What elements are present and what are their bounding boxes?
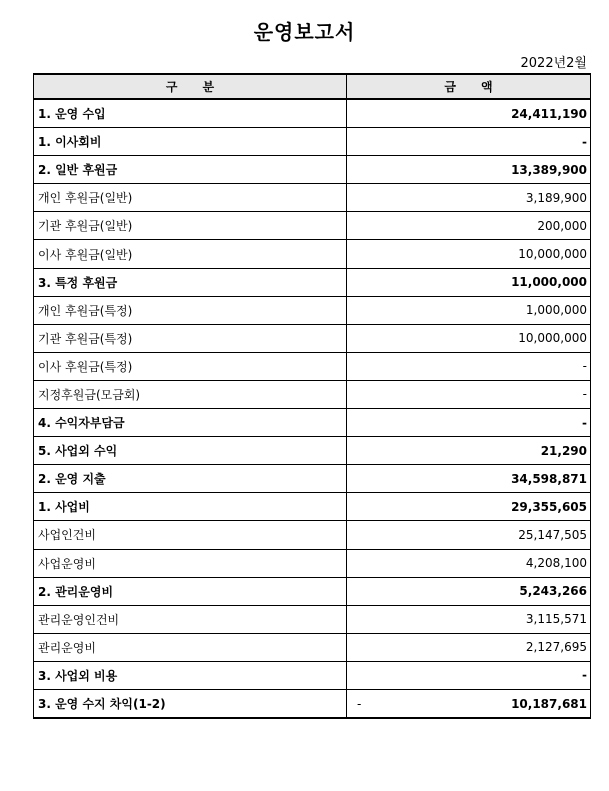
- row-amount: -: [347, 409, 591, 437]
- row-label: 관리운영비: [34, 633, 347, 661]
- row-amount: -: [347, 380, 591, 408]
- row-amount: -: [347, 352, 591, 380]
- table-row: [34, 184, 591, 212]
- row-label: 4. 수익자부담금: [34, 409, 347, 437]
- row-label: 개인 후원금(일반): [34, 184, 347, 212]
- row-label: 사업인건비: [34, 521, 347, 549]
- row-label: 1. 이사회비: [34, 128, 347, 156]
- row-label: 3. 운영 수지 차익(1-2): [34, 689, 347, 718]
- row-amount: -: [347, 128, 591, 156]
- table-row: [34, 156, 591, 184]
- row-prefix: -: [357, 696, 362, 711]
- row-amount: 4,208,100: [347, 549, 591, 577]
- table-row: [34, 212, 591, 240]
- table-row: [34, 352, 591, 380]
- row-label: 이사 후원금(특정): [34, 352, 347, 380]
- row-label: 3. 사업외 비용: [34, 661, 347, 689]
- row-amount: 34,598,871: [347, 465, 591, 493]
- row-label: 기관 후원금(일반): [34, 212, 347, 240]
- report-date: 2022년2월: [520, 56, 587, 71]
- row-label: 5. 사업외 수익: [34, 437, 347, 465]
- row-label: 기관 후원금(특정): [34, 324, 347, 352]
- row-amount: 5,243,266: [347, 577, 591, 605]
- table-row: [34, 240, 591, 268]
- table-row: [34, 661, 591, 689]
- table-row: [34, 577, 591, 605]
- table-row: [34, 324, 591, 352]
- row-amount: 1,000,000: [347, 296, 591, 324]
- row-label: 3. 특정 후원금: [34, 268, 347, 296]
- row-label: 2. 관리운영비: [34, 577, 347, 605]
- row-label: 관리운영인건비: [34, 605, 347, 633]
- table-row: [34, 493, 591, 521]
- table-row: [34, 296, 591, 324]
- table-row: [34, 605, 591, 633]
- table-row: [34, 409, 591, 437]
- table-row: [34, 549, 591, 577]
- row-amount: 200,000: [347, 212, 591, 240]
- table-header-row: [34, 74, 591, 99]
- row-amount: 2,127,695: [347, 633, 591, 661]
- table-row: [34, 465, 591, 493]
- row-amount: 13,389,900: [347, 156, 591, 184]
- row-amount: 25,147,505: [347, 521, 591, 549]
- table-row: [34, 99, 591, 128]
- row-amount: 10,000,000: [347, 240, 591, 268]
- row-label: 1. 운영 수입: [34, 99, 347, 128]
- row-label: 이사 후원금(일반): [34, 240, 347, 268]
- row-label: 2. 일반 후원금: [34, 156, 347, 184]
- table-row: [34, 268, 591, 296]
- amount-column-header: 금 액: [347, 74, 591, 99]
- table-row: [34, 437, 591, 465]
- report-title: 운영보고서: [253, 20, 356, 44]
- row-amount: 10,187,681: [511, 696, 587, 711]
- row-label: 2. 운영 지출: [34, 465, 347, 493]
- table-row: [34, 521, 591, 549]
- row-label: 사업운영비: [34, 549, 347, 577]
- row-amount: 11,000,000: [347, 268, 591, 296]
- row-label: 1. 사업비: [34, 493, 347, 521]
- row-amount: 10,000,000: [347, 324, 591, 352]
- row-amount-cell: [347, 689, 591, 718]
- row-amount: 24,411,190: [347, 99, 591, 128]
- row-label: 지정후원금(모금회): [34, 380, 347, 408]
- row-amount: 21,290: [347, 437, 591, 465]
- table-row: [34, 128, 591, 156]
- row-amount: -: [347, 661, 591, 689]
- table-row: [34, 689, 591, 718]
- category-column-header: 구 분: [34, 74, 347, 99]
- row-amount: 3,189,900: [347, 184, 591, 212]
- row-amount: 3,115,571: [347, 605, 591, 633]
- table-row: [34, 380, 591, 408]
- row-label: 개인 후원금(특정): [34, 296, 347, 324]
- row-amount: 29,355,605: [347, 493, 591, 521]
- operations-report-table: [33, 73, 591, 719]
- table-row: [34, 633, 591, 661]
